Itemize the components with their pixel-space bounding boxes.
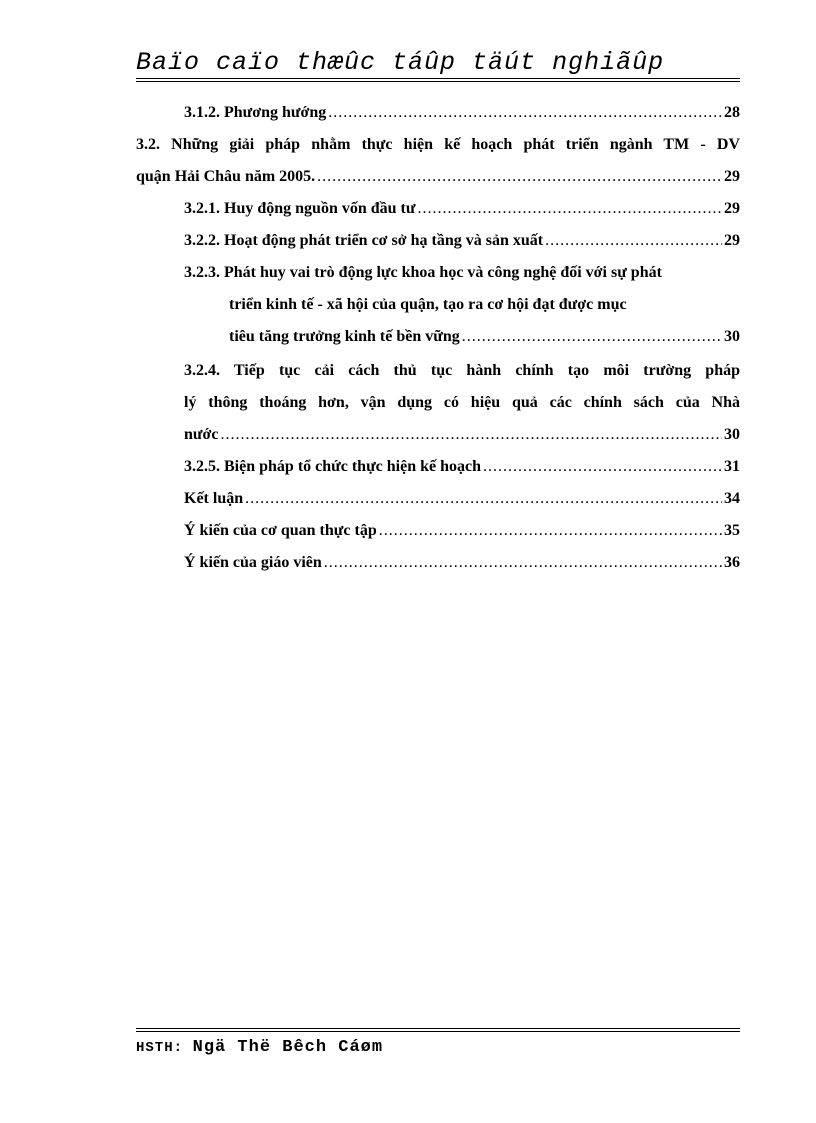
header-title: Baïo caïo thæûc táûp täút nghiãûp — [136, 48, 665, 77]
toc-entry — [136, 166, 740, 188]
toc-leader — [379, 520, 722, 542]
toc-entry — [184, 424, 740, 446]
toc-entry-text: tiêu tăng trưởng kinh tế bền vững — [229, 328, 460, 345]
toc-entry — [184, 102, 740, 124]
toc-leader — [417, 198, 722, 220]
toc-leader — [328, 102, 722, 124]
toc-entry-page: 35 — [724, 522, 740, 539]
toc-leader — [245, 488, 722, 510]
toc-entry-page: 28 — [724, 104, 740, 121]
toc-entry — [184, 488, 740, 510]
footer-rule-top — [136, 1028, 740, 1029]
toc-entry-text: 3.1.2. Phương hướng — [184, 104, 327, 121]
toc-entry-text: Ý kiến của cơ quan thực tập — [184, 522, 377, 539]
toc-entry-text: nước — [184, 426, 219, 443]
toc-leader — [545, 230, 722, 252]
toc-entry-text: 3.2.1. Huy động nguồn vốn đầu tư — [184, 200, 416, 217]
toc-leader — [462, 326, 722, 348]
toc-leader — [483, 456, 722, 478]
toc-leader — [220, 424, 722, 446]
footer-label: HSTH: — [136, 1040, 184, 1056]
toc-entry-text: quận Hải Châu năm 2005. — [136, 168, 316, 185]
toc-entry-page: 29 — [724, 200, 740, 217]
toc-entry-page: 31 — [724, 458, 740, 475]
toc-entry-page: 34 — [724, 490, 740, 507]
toc-entry — [184, 230, 740, 252]
toc-entry-line: 3.2.4. Tiếp tục cải cách thủ tục hành chính tạo môi trường pháp — [184, 362, 740, 379]
toc-entry-page: 30 — [724, 426, 740, 443]
toc-entry-text: 3.2.5. Biện pháp tổ chức thực hiện kế hoạch — [184, 458, 482, 475]
toc-entry-line: 3.2. Những giải pháp nhằm thực hiện kế hoạch phát triển ngành TM - DV — [136, 136, 740, 153]
toc-entry — [184, 456, 740, 478]
footer — [136, 1038, 383, 1057]
toc-entry-text: Kết luận — [184, 490, 244, 507]
toc-entry-page: 36 — [724, 554, 740, 571]
toc-entry — [229, 326, 740, 348]
toc-entry-text: Ý kiến của giáo viên — [184, 554, 322, 571]
toc-entry-line: triển kinh tế - xã hội của quận, tạo ra cơ hội đạt được mục — [229, 296, 627, 313]
footer-rule-bottom — [136, 1031, 740, 1032]
toc-entry-page: 29 — [724, 232, 740, 249]
toc-entry-text: 3.2.2. Hoạt động phát triển cơ sở hạ tầng và sản xuất — [184, 232, 544, 249]
toc-entry-page: 29 — [724, 168, 740, 185]
header-rule-top — [136, 78, 740, 79]
footer-author-name: Ngä Thë Bêch Cáøm — [192, 1038, 384, 1057]
toc-entry — [184, 520, 740, 542]
header-rule-bottom — [136, 81, 740, 82]
toc-entry — [184, 198, 740, 220]
toc-entry-page: 30 — [724, 328, 740, 345]
toc-entry — [184, 552, 740, 574]
toc-entry-line: 3.2.3. Phát huy vai trò động lực khoa học và công nghệ đối với sự phát — [184, 264, 662, 281]
toc-leader — [317, 166, 722, 188]
toc-entry-line: lý thông thoáng hơn, vận dụng có hiệu quả các chính sách của Nhà — [184, 394, 740, 411]
toc-leader — [324, 552, 722, 574]
